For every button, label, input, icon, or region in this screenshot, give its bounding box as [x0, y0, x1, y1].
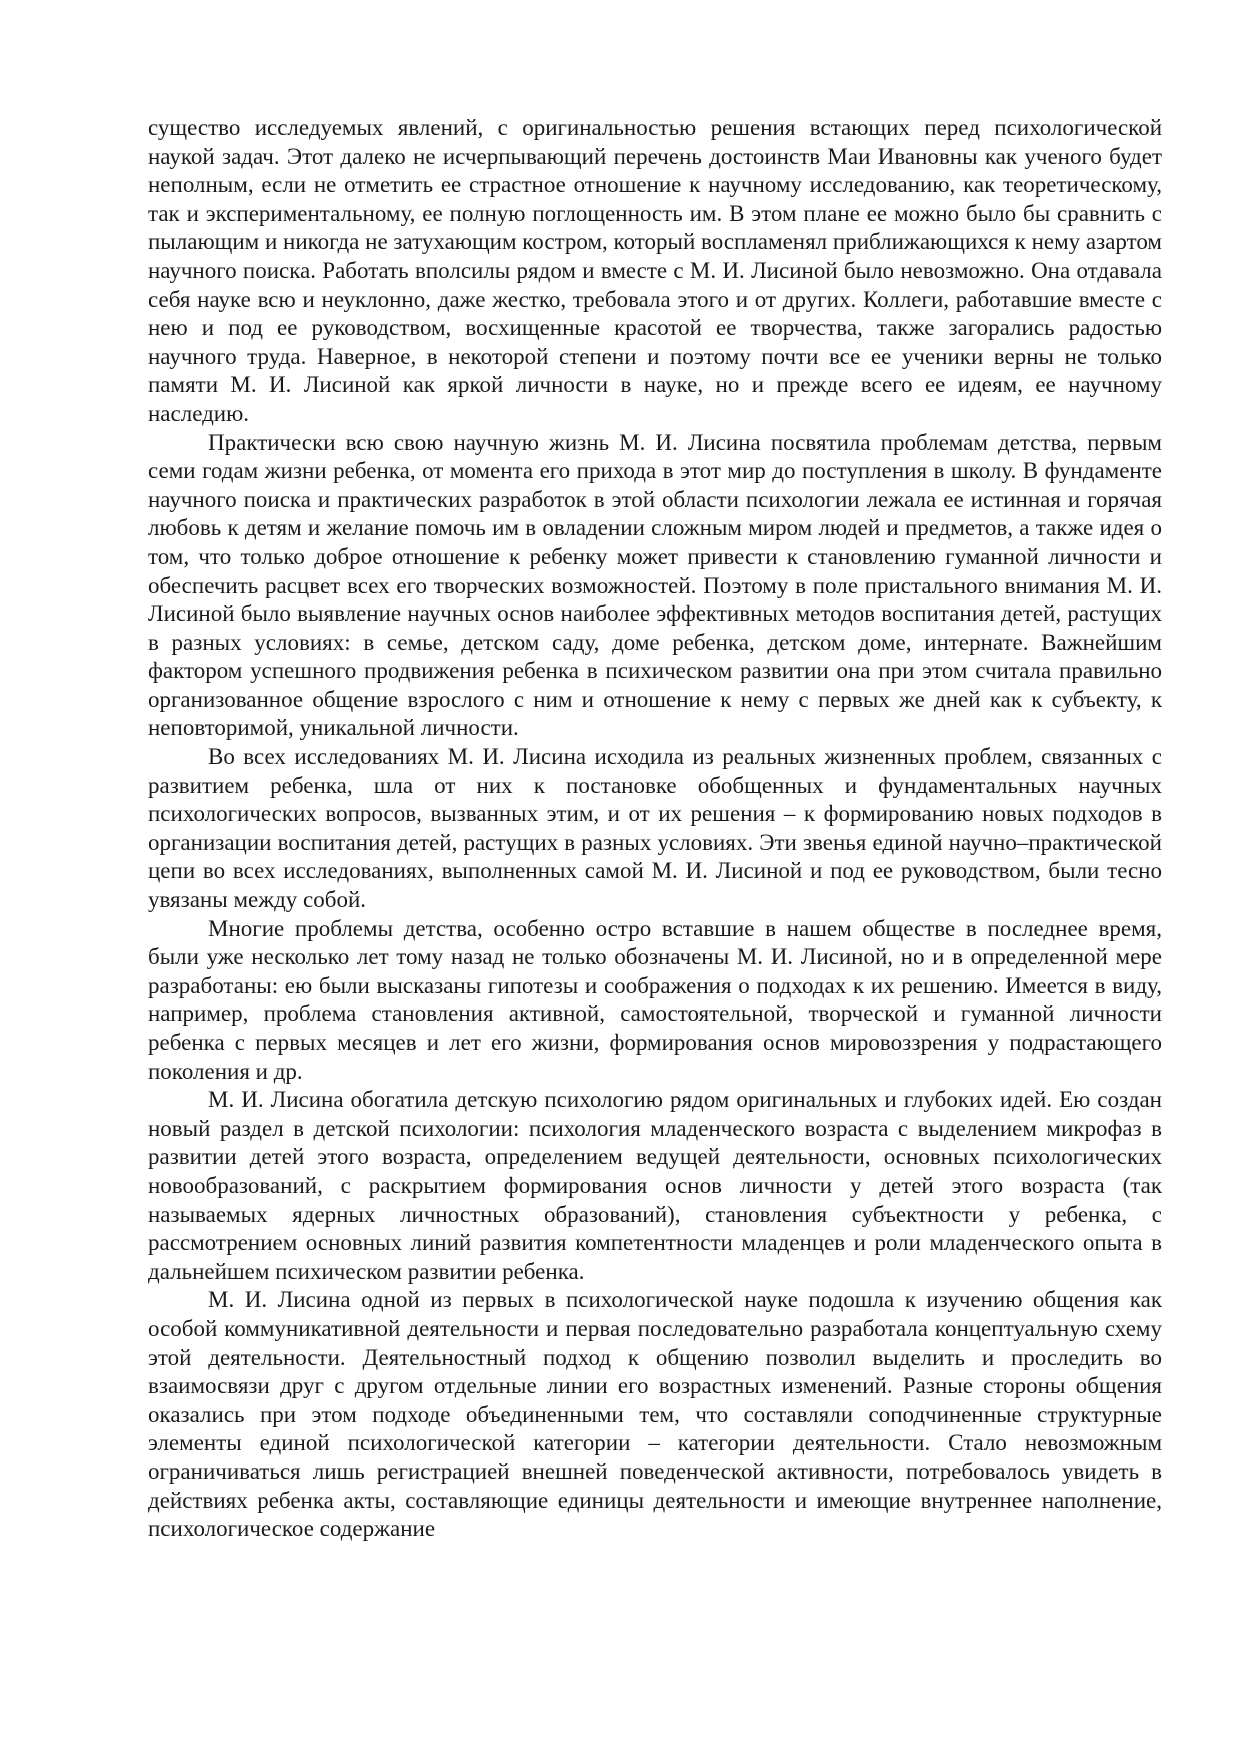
- paragraph-6: М. И. Лисина одной из первых в психологической науке подошла к изучению общения как особой коммуникативной деятельности и первая последовательно разработала концептуальную схему этой деятельности. Деятельностный подход к общению позволил выделить и проследить во взаимосвязи друг с другом отдельные линии его возрастных изменений. Разные стороны общения оказались при этом подходе объединенными тем, что составляли соподчиненные структурные элементы единой психологической категории – категории деятельности. Стало невозможным ограничиваться лишь регистрацией внешней поведенческой активности, потребовалось увидеть в действиях ребенка акты, составляющие единицы деятельности и имеющие внутреннее наполнение, психологическое содержание: [148, 1287, 1162, 1542]
- paragraph-3: Во всех исследованиях М. И. Лисина исходила из реальных жизненных проблем, связанных с развитием ребенка, шла от них к постановке обобщенных и фундаментальных научных психологических вопросов, вызванных этим, и от их решения – к формированию новых подходов в организации воспитания детей, растущих в разных условиях. Эти звенья единой научно–практической цепи во всех исследованиях, выполненных самой М. И. Лисиной и под ее руководством, были тесно увязаны между собой.: [148, 744, 1162, 913]
- paragraph-2: Практически всю свою научную жизнь М. И. Лисина посвятила проблемам детства, первым семи годам жизни ребенка, от момента его прихода в этот мир до поступления в школу. В фундаменте научного поиска и практических разработок в этой области психологии лежала ее истинная и горячая любовь к детям и желание помочь им в овладении сложным миром людей и предметов, а также идея о том, что только доброе отношение к ребенку может привести к становлению гуманной личности и обеспечить расцвет всех его творческих возможностей. Поэтому в поле пристального внимания М. И. Лисиной было выявление научных основ наиболее эффективных методов воспитания детей, растущих в разных условиях: в семье, детском саду, доме ребенка, детском доме, интернате. Важнейшим фактором успешного продвижения ребенка в психическом развитии она при этом считала правильно организованное общение взрослого с ним и отношение к нему с первых же дней как к субъекту, к неповторимой, уникальной личности.: [148, 429, 1162, 741]
- paragraph-5: М. И. Лисина обогатила детскую психологию рядом оригинальных и глубоких идей. Ею создан новый раздел в детской психологии: психология младенческого возраста с выделением микрофаз в развитии детей этого возраста, определением ведущей деятельности, основных психологических новообразований, с раскрытием формирования основ личности у детей этого возраста (так называемых ядерных личностных образований), становления субъектности у ребенка, с рассмотрением основных линий развития компетентности младенцев и роли младенческого опыта в дальнейшем психическом развитии ребенка.: [148, 1087, 1162, 1284]
- document-page: [148, 114, 1162, 1544]
- paragraph-4: Многие проблемы детства, особенно остро вставшие в нашем обществе в последнее время, были уже несколько лет тому назад не только обозначены М. И. Лисиной, но и в определенной мере разработаны: ею были высказаны гипотезы и соображения о подходах к их решению. Имеется в виду, например, проблема становления активной, самостоятельной, творческой и гуманной личности ребенка с первых месяцев и лет его жизни, формирования основ мировоззрения у подрастающего поколения и др.: [148, 915, 1162, 1084]
- paragraph-1: существо исследуемых явлений, с оригинальностью решения встающих перед психологической наукой задач. Этот далеко не исчерпывающий перечень достоинств Маи Ивановны как ученого будет неполным, если не отметить ее страстное отношение к научному исследованию, как теоретическому, так и экспериментальному, ее полную поглощенность им. В этом плане ее можно было бы сравнить с пылающим и никогда не затухающим костром, который воспламенял приближающихся к нему азартом научного поиска. Работать вполсилы рядом и вместе с М. И. Лисиной было невозможно. Она отдавала себя науке всю и неуклонно, даже жестко, требовала этого и от других. Коллеги, работавшие вместе с нею и под ее руководством, восхищенные красотой ее творчества, также загорались радостью научного труда. Наверное, в некоторой степени и поэтому почти все ее ученики верны не только памяти М. И. Лисиной как яркой личности в науке, но и прежде всего ее идеям, ее научному наследию.: [148, 115, 1162, 426]
